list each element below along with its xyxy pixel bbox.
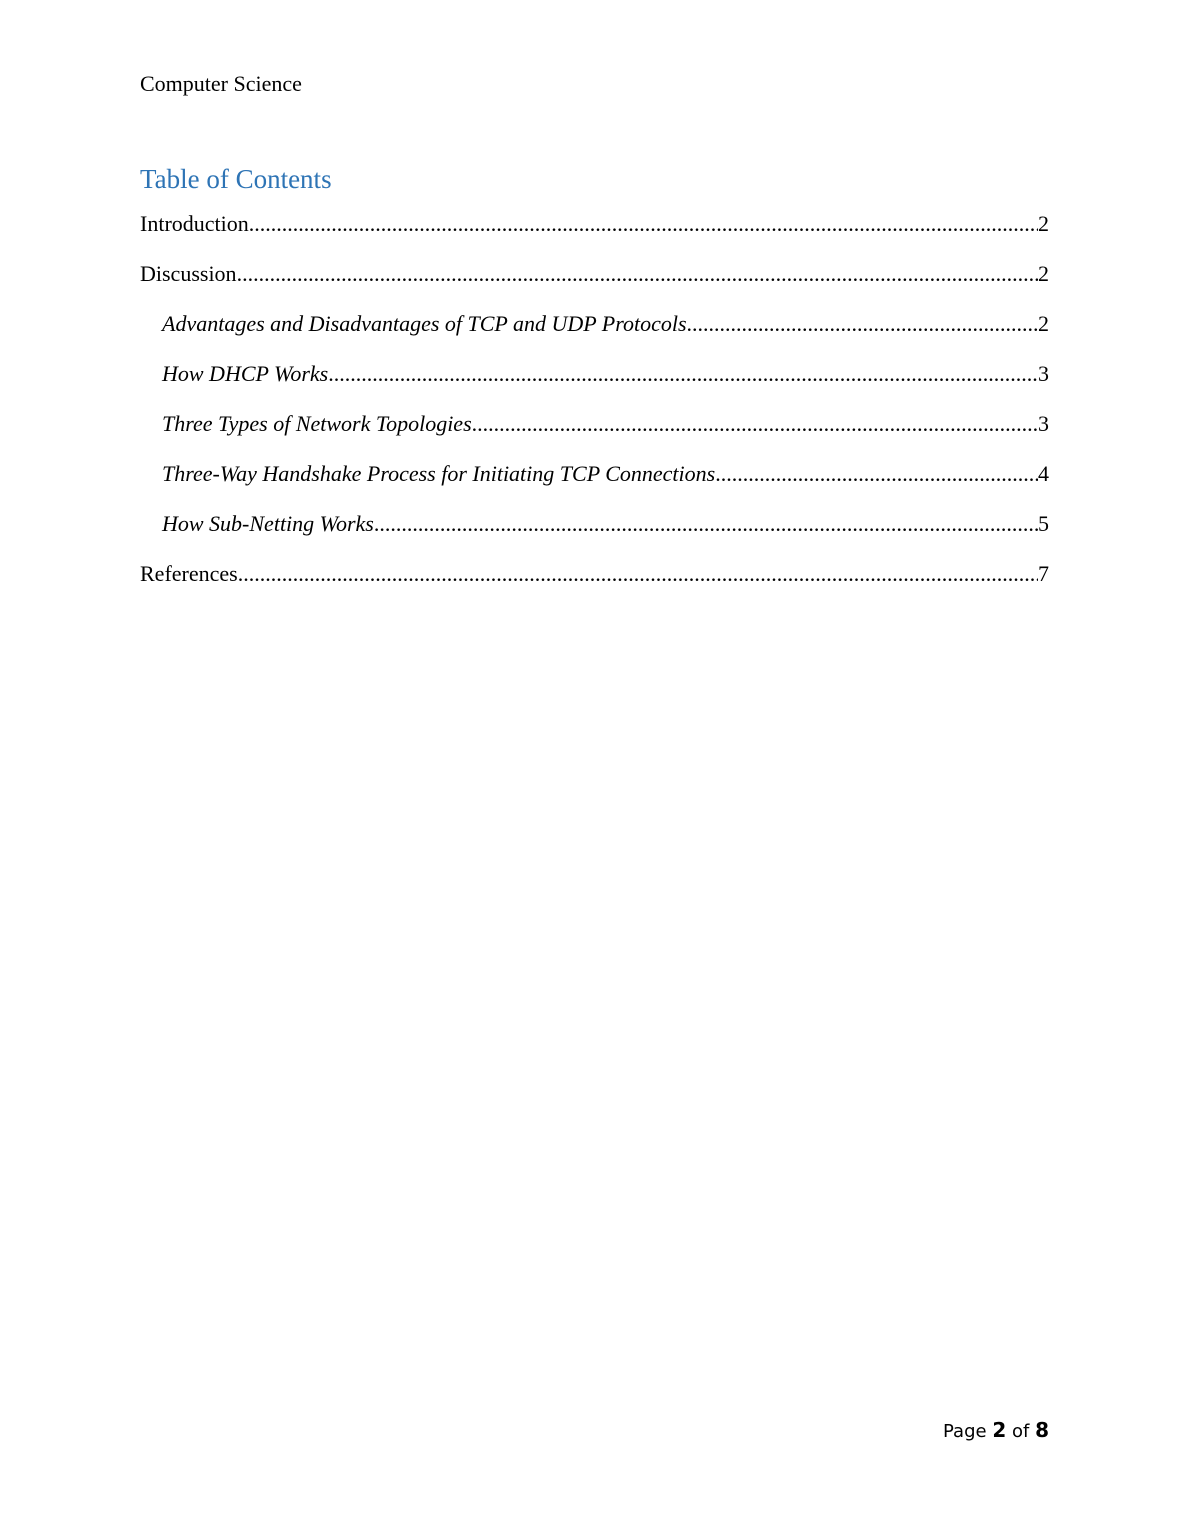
running-header: Computer Science [140, 71, 302, 96]
toc-entry-page: 3 [1038, 411, 1049, 436]
current-page-number: 2 [992, 1418, 1007, 1442]
toc-heading: Table of Contents [140, 164, 332, 194]
toc-entry-title: Introduction [140, 211, 249, 236]
toc-entry-topologies[interactable] [140, 410, 1049, 460]
toc-entry-title: Discussion [140, 261, 237, 286]
toc-entry-title: Advantages and Disadvantages of TCP and UDP Protocols [162, 311, 687, 336]
table-of-contents [140, 210, 1049, 610]
toc-entry-page: 3 [1038, 361, 1049, 386]
page-number-footer [943, 1418, 1049, 1444]
toc-dot-leader [472, 410, 1038, 438]
toc-entry-introduction[interactable] [140, 210, 1049, 260]
toc-entry-dhcp[interactable] [140, 360, 1049, 410]
toc-entry-page: 2 [1038, 261, 1049, 286]
toc-entry-page: 5 [1038, 511, 1049, 536]
toc-dot-leader [249, 210, 1038, 238]
toc-entry-tcp-udp[interactable] [140, 310, 1049, 360]
total-page-count: 8 [1035, 1418, 1049, 1442]
toc-entry-handshake[interactable] [140, 460, 1049, 510]
toc-entry-page: 4 [1038, 461, 1049, 486]
toc-entry-title: How DHCP Works [162, 361, 329, 386]
toc-dot-leader [687, 310, 1038, 338]
toc-entry-title: Three Types of Network Topologies [162, 411, 472, 436]
toc-entry-title: References [140, 561, 238, 586]
toc-entry-page: 2 [1038, 311, 1049, 336]
toc-entry-title: Three-Way Handshake Process for Initiating TCP Connections [162, 461, 716, 486]
toc-entry-discussion[interactable] [140, 260, 1049, 310]
toc-entry-title: How Sub-Netting Works [162, 511, 374, 536]
toc-entry-subnetting[interactable] [140, 510, 1049, 560]
toc-dot-leader [328, 360, 1038, 388]
toc-entry-references[interactable] [140, 560, 1049, 610]
toc-dot-leader [238, 560, 1038, 588]
of-word: of [1011, 1421, 1030, 1442]
toc-dot-leader [715, 460, 1038, 488]
toc-entry-page: 7 [1038, 561, 1049, 586]
toc-dot-leader [237, 260, 1038, 288]
page-word: Page [943, 1421, 987, 1442]
toc-entry-page: 2 [1038, 211, 1049, 236]
toc-dot-leader [374, 510, 1038, 538]
